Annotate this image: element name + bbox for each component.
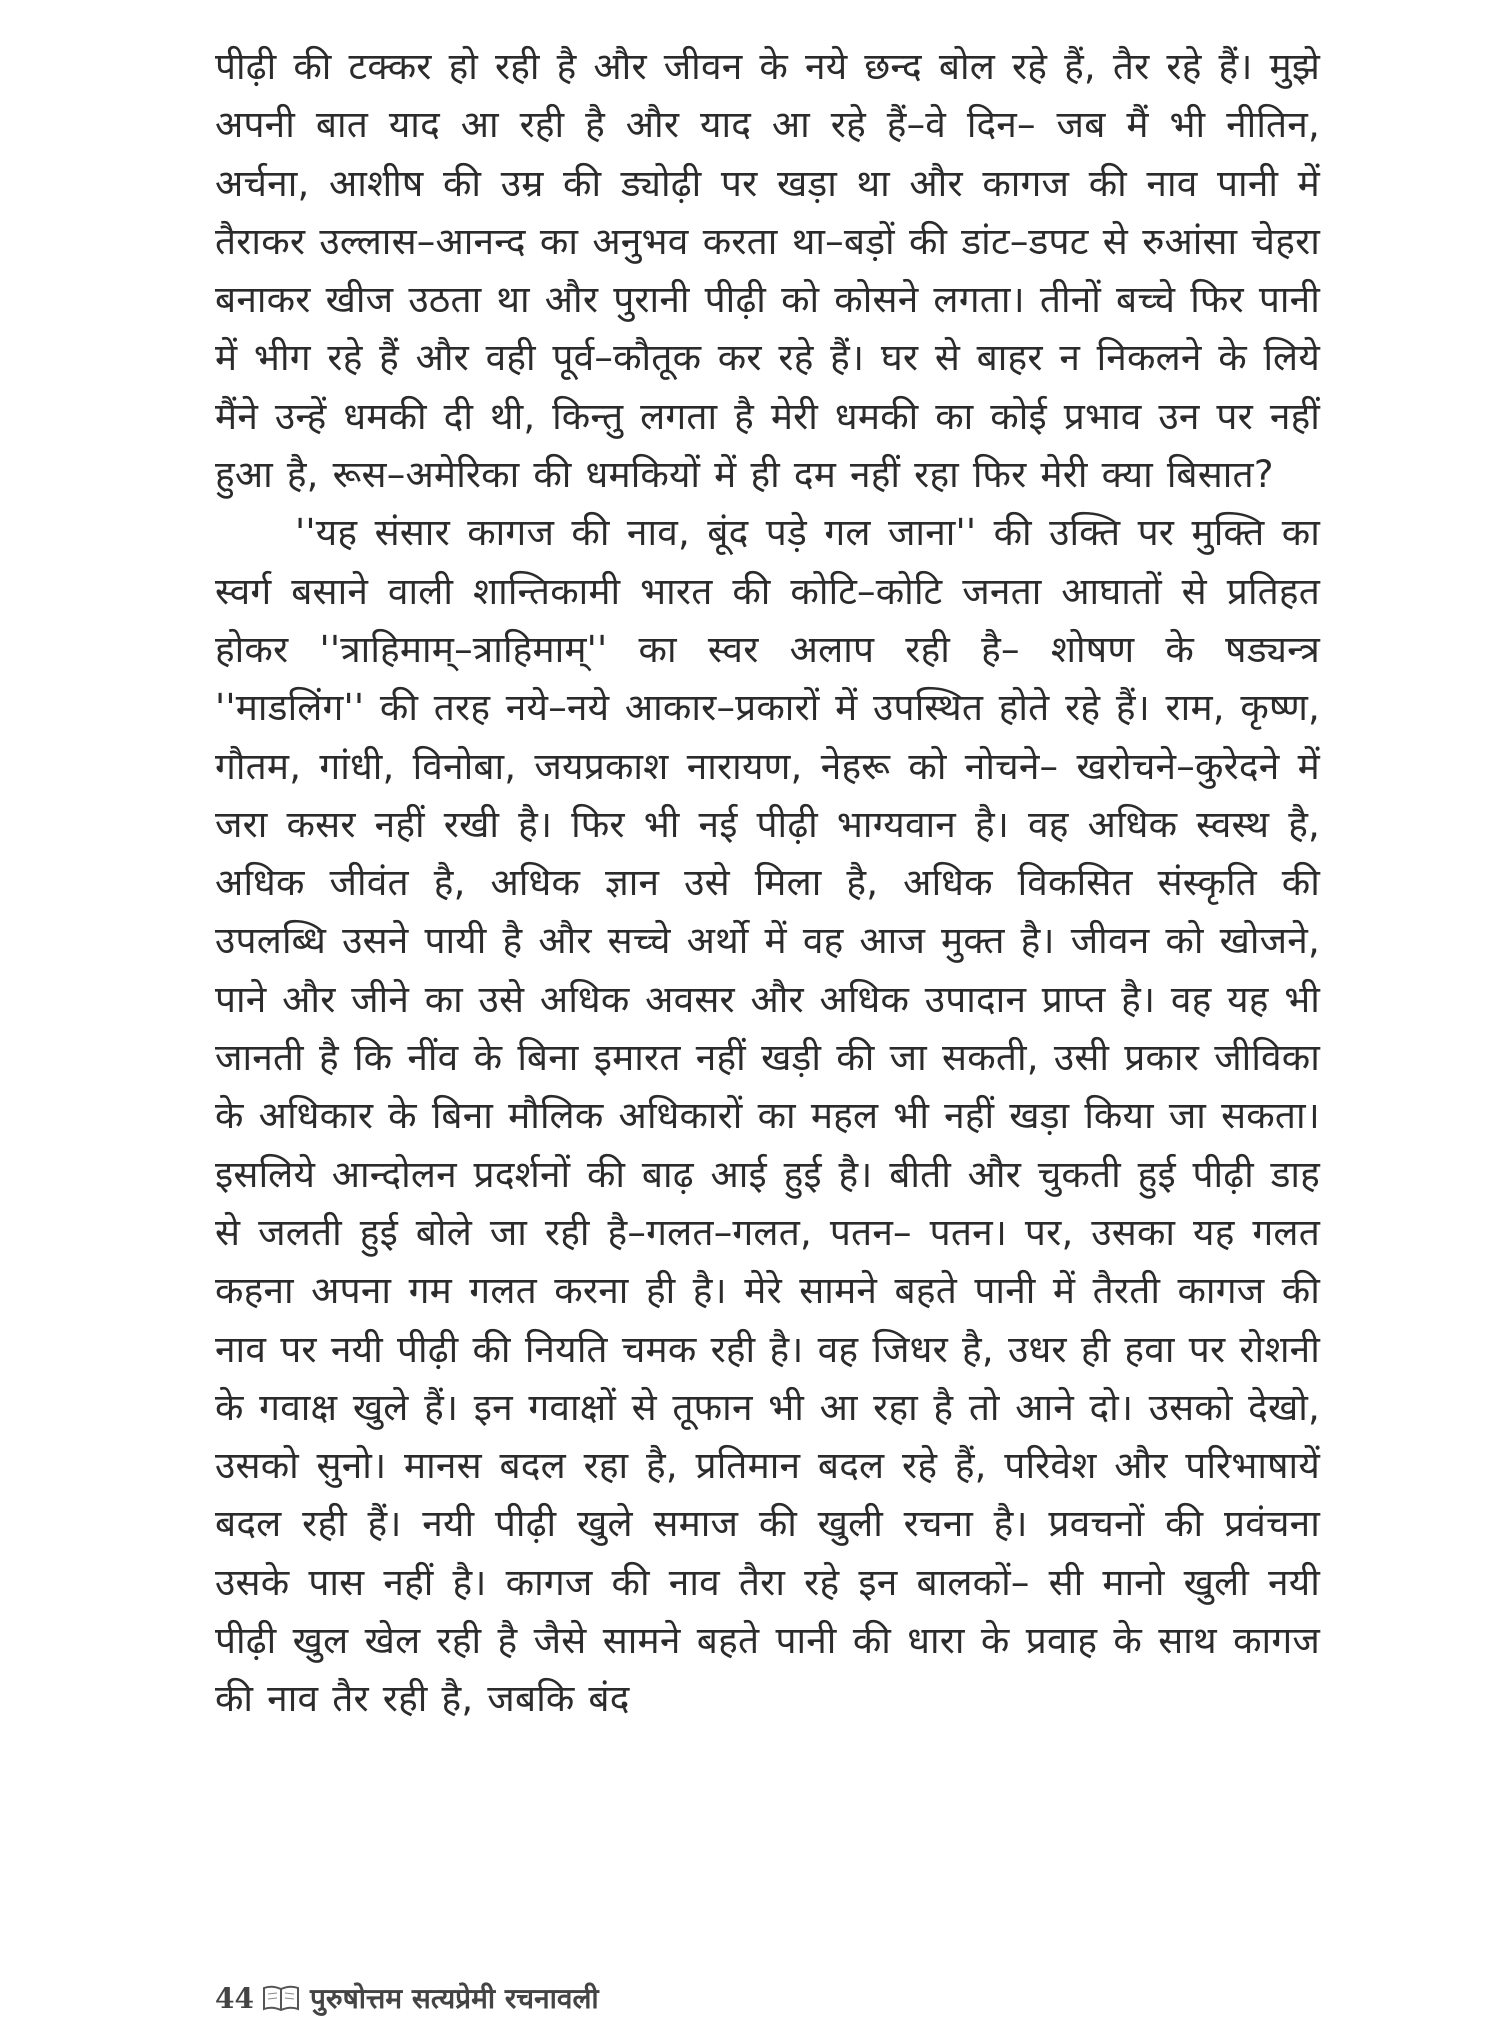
open-book-icon	[262, 1984, 300, 2012]
paragraph-1: पीढ़ी की टक्कर हो रही है और जीवन के नये छन्द बोल रहे हैं, तैर रहे हैं। मुझे अपनी बात याद आ रही है और याद आ रहे हैं–वे दिन– जब मैं भी नीतिन, अर्चना, आशीष की उम्र की ड्योढ़ी पर खड़ा था और कागज की नाव पानी में तैराकर उल्लास–आनन्द का अनुभव करता था–बड़ों की डांट–डपट से रुआंसा चेहरा बनाकर खीज उठता था और पुरानी पीढ़ी को कोसने लगता। तीनों बच्चे फिर पानी में भीग रहे हैं और वही पूर्व–कौतूक कर रहे हैं। घर से बाहर न निकलने के लिये मैंने उन्हें धमकी दी थी, किन्तु लगता है मेरी धमकी का कोई प्रभाव उन पर नहीं हुआ है, रूस–अमेरिका की धमकियों में ही दम नहीं रहा फिर मेरी क्या बिसात?	[215, 45, 1320, 497]
paragraph-2: ''यह संसार कागज की नाव, बूंद पड़े गल जाना'' की उक्ति पर मुक्ति का स्वर्ग बसाने वाली शान्तिकामी भारत की कोटि–कोटि जनता आघातों से प्रतिहत होकर ''त्राहिमाम्–त्राहिमाम्'' का स्वर अलाप रही है– शोषण के षड्यन्त्र ''माडलिंग'' की तरह नये–नये आकार–प्रकारों में उपस्थित होते रहे हैं। राम, कृष्ण, गौतम, गांधी, विनोबा, जयप्रकाश नारायण, नेहरू को नोचने– खरोचने–कुरेदने में जरा कसर नहीं रखी है। फिर भी नई पीढ़ी भाग्यवान है। वह अधिक स्वस्थ है, अधिक जीवंत है, अधिक ज्ञान उसे मिला है, अधिक विकसित संस्कृति की उपलब्धि उसने पायी है और सच्चे अर्थो में वह आज मुक्त है। जीवन को खोजने, पाने और जीने का उसे अधिक अवसर और अधिक उपादान प्राप्त है। वह यह भी जानती है कि नींव के बिना इमारत नहीं खड़ी की जा सकती, उसी प्रकार जीविका के अधिकार के बिना मौलिक अधिकारों का महल भी नहीं खड़ा किया जा सकता। इसलिये आन्दोलन प्रदर्शनों की बाढ़ आई हुई है। बीती और चुकती हुई पीढ़ी डाह से जलती हुई बोले जा रही है–गलत–गलत, पतन– पतन। पर, उसका यह गलत कहना अपना गम गलत करना ही है। मेरे सामने बहते पानी में तैरती कागज की नाव पर नयी पीढ़ी की नियति चमक रही है। वह जिधर है, उधर ही हवा पर रोशनी के गवाक्ष खुले हैं। इन गवाक्षों से तूफान भी आ रहा है तो आने दो। उसको देखो, उसको सुनो। मानस बदल रहा है, प्रतिमान बदल रहे हैं, परिवेश और परिभाषायें बदल रही हैं। नयी पीढ़ी खुले समाज की खुली रचना है। प्रवचनों की प्रवंचना उसके पास नहीं है। कागज की नाव तैरा रहे इन बालकों– सी मानो खुली नयी पीढ़ी खुल खेल रही है जैसे सामने बहते पानी की धारा के प्रवाह के साथ कागज की नाव तैर रही है, जबकि बंद	[215, 511, 1320, 1721]
body-text	[215, 38, 1320, 1729]
page-footer	[215, 1978, 599, 2018]
book-title: पुरुषोत्तम सत्यप्रेमी रचनावली	[309, 1982, 599, 2015]
page-number: 44	[215, 1981, 254, 2015]
